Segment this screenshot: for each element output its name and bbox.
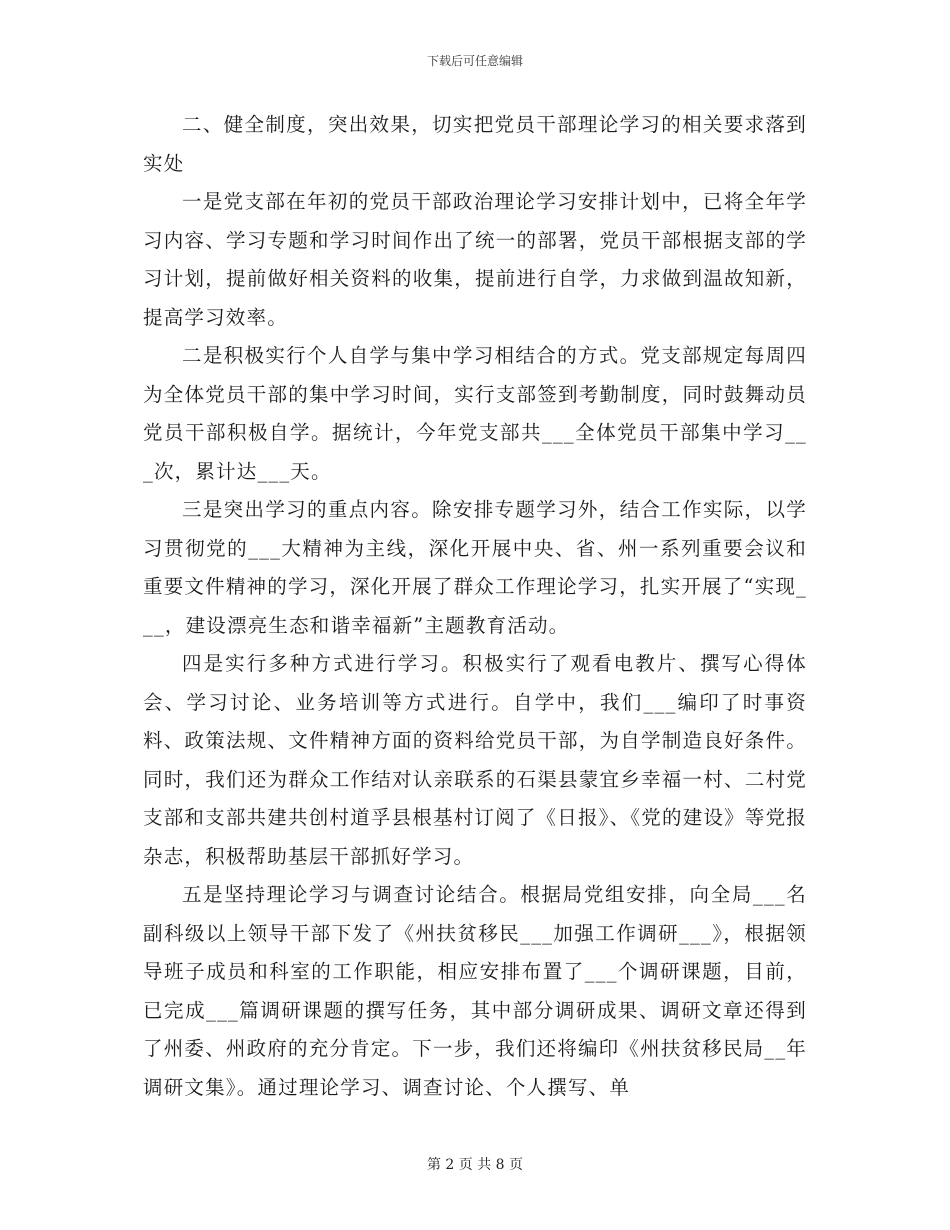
paragraph-5: 五是坚持理论学习与调查讨论结合。根据局党组安排，向全局___名副科级以上领导干部下发了《州扶贫移民___加强工作调研___》，根据领导班子成员和科室的工作职能，相应安排布置了___个调研课题，目前，已完成___篇调研课题的撰写任务，其中部分调研成果、调研文章还得到了州委、州政府的充分肯定。下一步，我们还将编印《州扶贫移民局__年调研文集》。通过理论学习、调查讨论、个人撰写、单	[143, 883, 807, 1099]
paragraph-1: 一是党支部在年初的党员干部政治理论学习安排计划中，已将全年学习内容、学习专题和学习时间作出了统一的部署，党员干部根据支部的学习计划，提前做好相关资料的收集，提前进行自学，力求做到温故知新，提高学习效率。	[143, 190, 807, 329]
paragraph-4: 四是实行多种方式进行学习。积极实行了观看电教片、撰写心得体会、学习讨论、业务培训等方式进行。自学中，我们___编印了时事资料、政策法规、文件精神方面的资料给党员干部，为自学制造良好条件。同时，我们还为群众工作结对认亲联系的石渠县蒙宜乡幸福一村、二村党支部和支部共建共创村道孚县根基村订阅了《日报》、《党的建设》等党报杂志，积极帮助基层干部抓好学习。	[143, 652, 807, 868]
paragraph-2: 二是积极实行个人自学与集中学习相结合的方式。党支部规定每周四为全体党员干部的集中学习时间，实行支部签到考勤制度，同时鼓舞动员党员干部积极自学。据统计，今年党支部共___全体党员干部集中学习___次，累计达___天。	[143, 344, 807, 483]
page-number-footer: 第 2 页 共 8 页	[426, 1157, 524, 1173]
document-body	[143, 106, 807, 1107]
paragraph-3: 三是突出学习的重点内容。除安排专题学习外，结合工作实际，以学习贯彻党的___大精神为主线，深化开展中央、省、州一系列重要会议和重要文件精神的学习，深化开展了群众工作理论学习，扎实开展了“实现___，建设漂亮生态和谐幸福新”主题教育活动。	[143, 498, 807, 637]
page-header-note: 下载后可任意编辑	[426, 54, 523, 68]
section-heading: 二、健全制度，突出效果，切实把党员干部理论学习的相关要求落到实处	[143, 113, 807, 175]
